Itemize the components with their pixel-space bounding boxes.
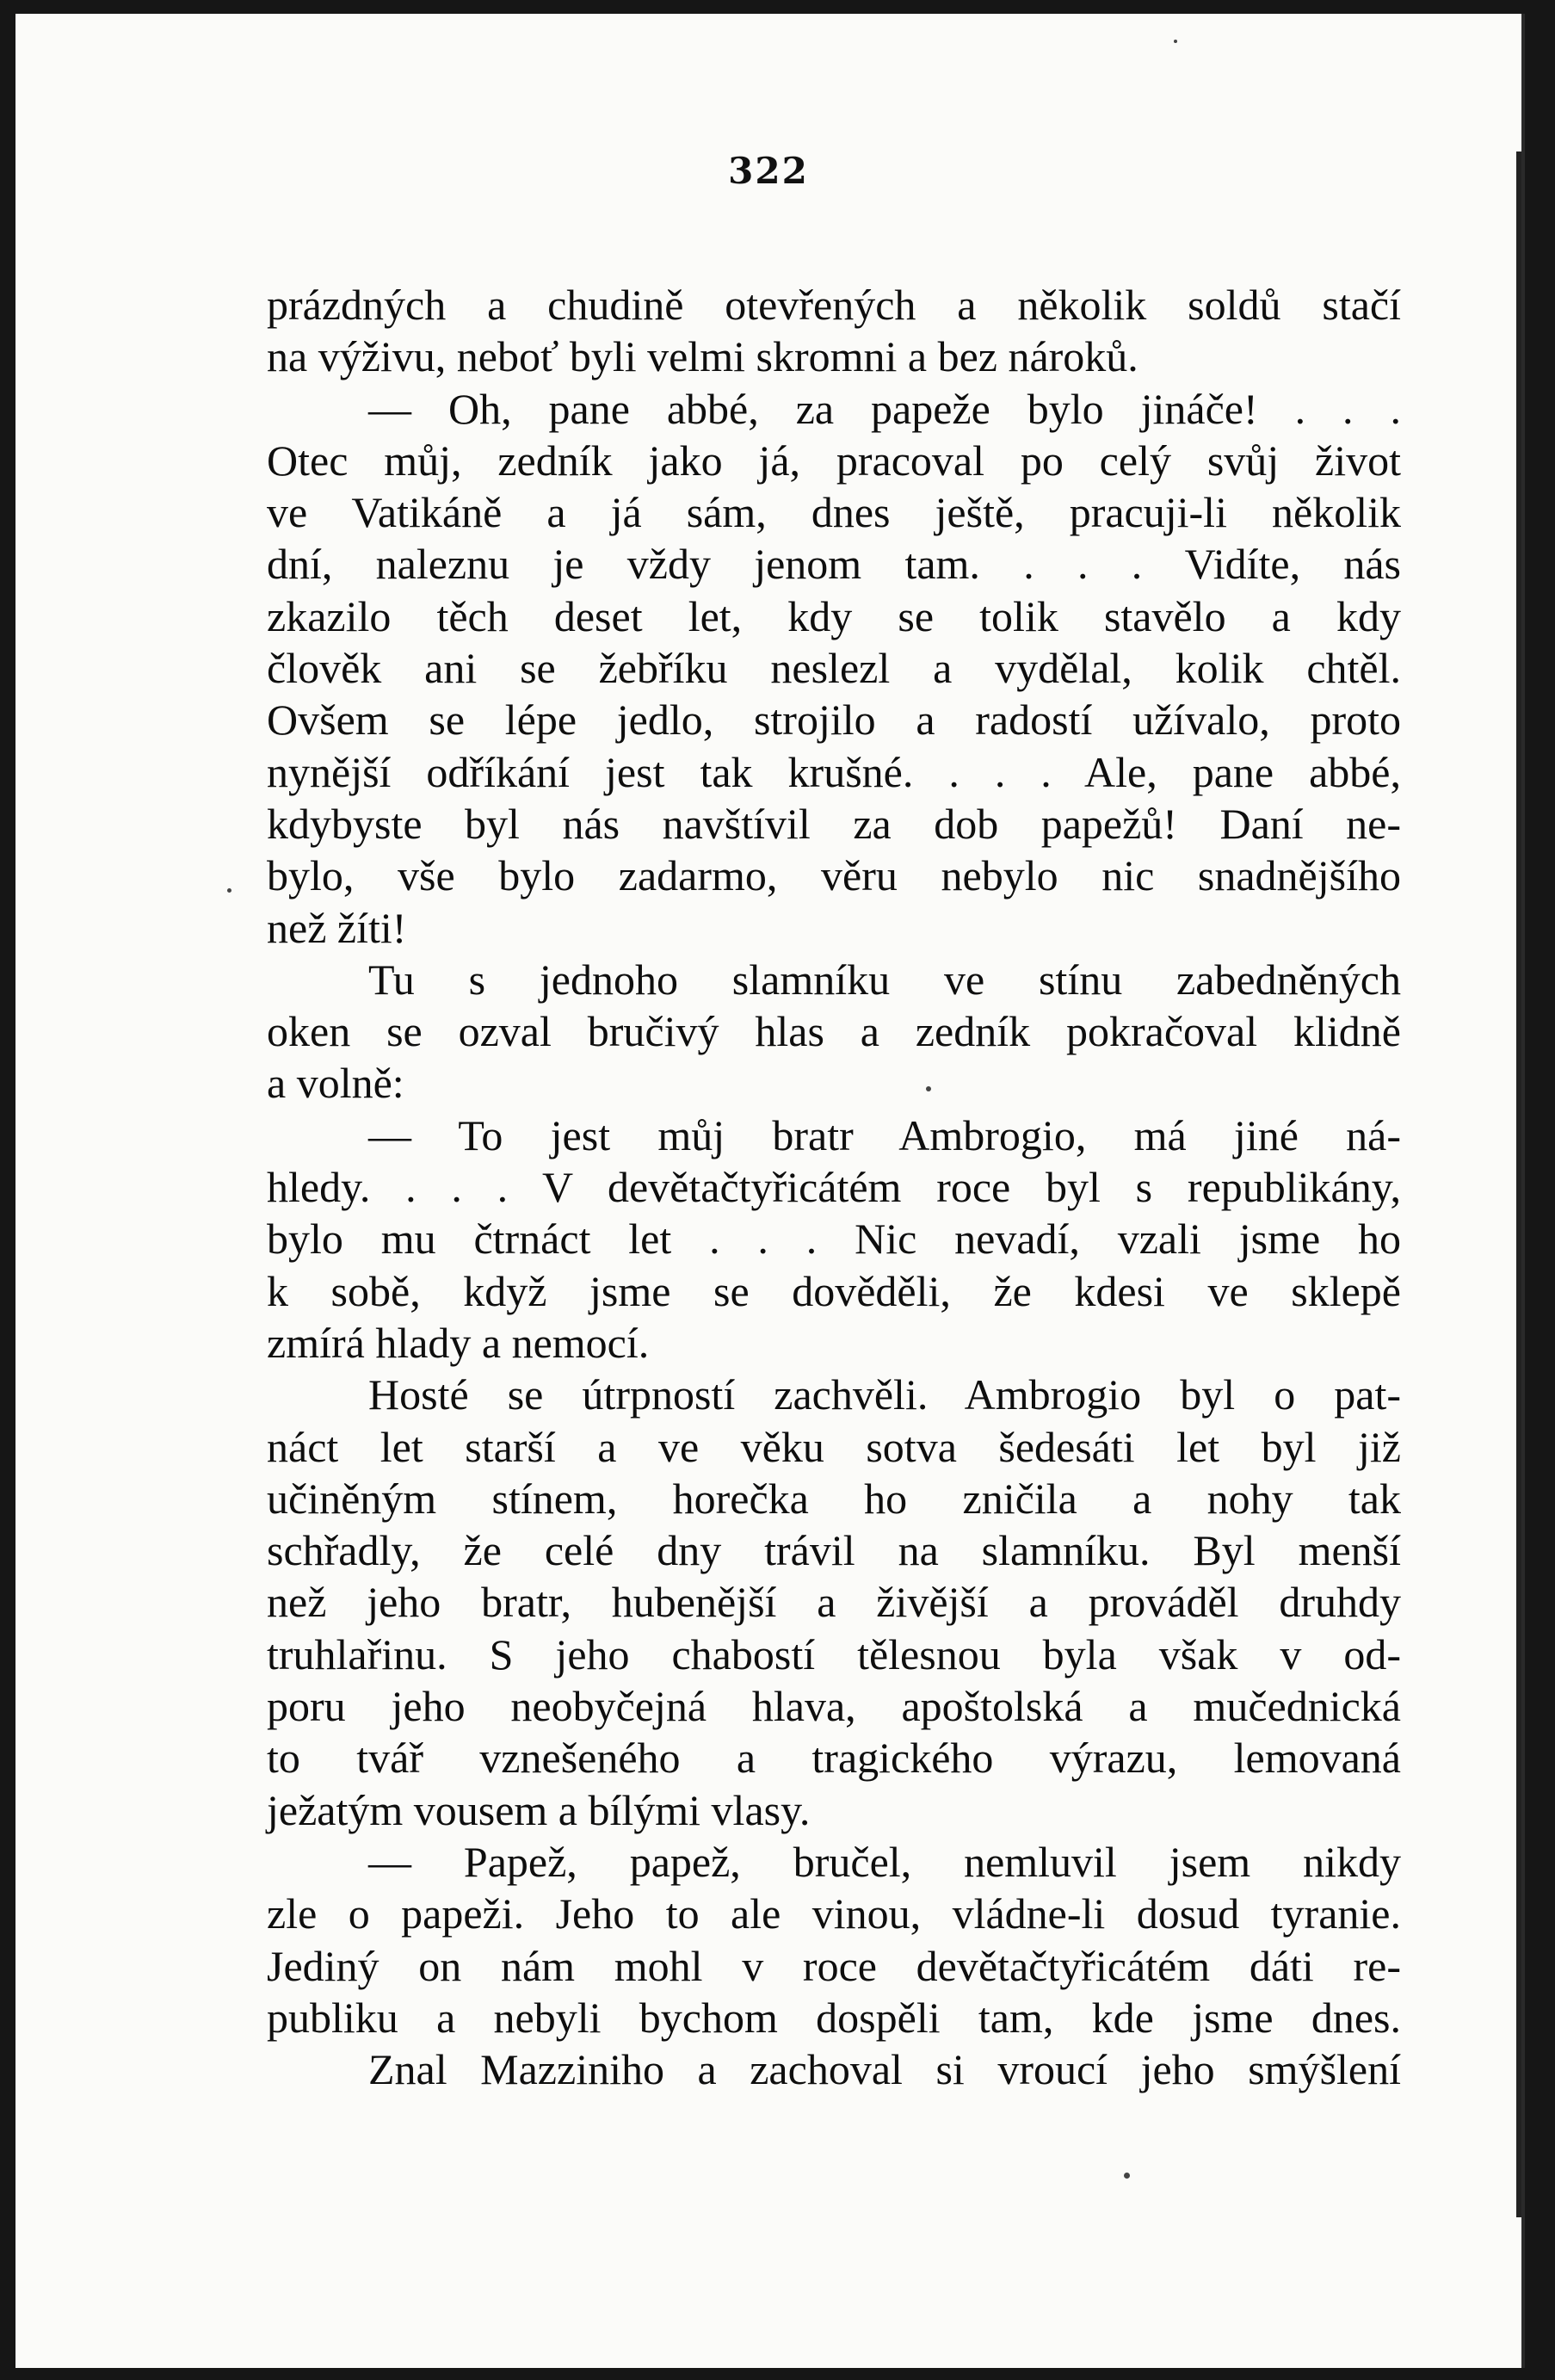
scan-speck: [926, 1086, 931, 1091]
text-line: dní, naleznu je vždy jenom tam. . . . Vidíte, nás: [267, 540, 1401, 589]
text-line: nynější odříkání jest tak krušné. . . . Ale, pane abbé,: [267, 747, 1401, 796]
text-line: poru jeho neobyčejná hlava, apoštolská a mučednická: [267, 1682, 1401, 1731]
text-line: na výživu, neboť byli velmi skromni a bez nároků.: [267, 332, 1138, 381]
text-line: prázdných a chudině otevřených a několik soldů stačí: [267, 281, 1401, 329]
text-line: — To jest můj bratr Ambrogio, má jiné ná-: [368, 1110, 1401, 1159]
text-line: Tu s jednoho slamníku ve stínu zabedněných: [368, 955, 1401, 1004]
scan-speck: [1124, 2173, 1130, 2179]
text-line: publiku a nebyli bychom dospěli tam, kde jsme dnes.: [267, 1993, 1401, 2042]
scan-speck: [1174, 40, 1177, 43]
text-line: náct let starší a ve věku sotva šedesáti let byl již: [267, 1422, 1401, 1471]
text-line: učiněným stínem, horečka ho zničila a nohy tak: [267, 1474, 1401, 1523]
text-line: bylo, vše bylo zadarmo, věru nebylo nic snadnějšího: [267, 851, 1401, 900]
page-number: 322: [728, 150, 809, 192]
text-line: zmírá hlady a nemocí.: [267, 1318, 650, 1367]
text-line: to tvář vznešeného a tragického výrazu, lemovaná: [267, 1734, 1401, 1783]
text-line: Hosté se útrpností zachvěli. Ambrogio byl o pat-: [368, 1370, 1401, 1419]
text-line: kdybyste byl nás navštívil za dob papežů! Daní ne-: [267, 799, 1401, 848]
text-line: truhlařinu. S jeho chabostí tělesnou byla však v od-: [267, 1629, 1401, 1678]
text-line: ve Vatikáně a já sám, dnes ještě, pracuji-li několik: [267, 488, 1401, 537]
text-line: zle o papeži. Jeho to ale vinou, vládne-li dosud tyranie.: [267, 1889, 1401, 1938]
text-line: oken se ozval bručivý hlas a zedník pokračoval klidně: [267, 1007, 1401, 1056]
page-edge-shadow: [1516, 151, 1521, 2217]
text-line: než žíti!: [267, 903, 407, 952]
text-line: Jediný on nám mohl v roce devětačtyřicátém dáti re-: [267, 1941, 1401, 1990]
text-line: Otec můj, zedník jako já, pracoval po celý svůj život: [267, 436, 1401, 485]
text-line: bylo mu čtrnáct let . . . Nic nevadí, vzali jsme ho: [267, 1215, 1401, 1264]
text-line: — Papež, papež, bručel, nemluvil jsem nikdy: [368, 1837, 1401, 1886]
scan-speck: [227, 888, 231, 893]
text-line: člověk ani se žebříku neslezl a vydělal, kolik chtěl.: [267, 644, 1401, 693]
text-line: Znal Mazziniho a zachoval si vroucí jeho smýšlení: [368, 2045, 1401, 2094]
body-text: [267, 279, 1401, 2095]
text-line: ježatým vousem a bílými vlasy.: [267, 1785, 811, 1834]
book-page: [15, 14, 1525, 2368]
text-line: než jeho bratr, hubenější a živější a prováděl druhdy: [267, 1578, 1401, 1627]
text-line: schřadly, že celé dny trávil na slamníku. Byl menší: [267, 1526, 1401, 1575]
text-line: — Oh, pane abbé, za papeže bylo jináče! . . .: [368, 384, 1401, 433]
text-line: hledy. . . . V devětačtyřicátém roce byl s republikány,: [267, 1163, 1401, 1212]
text-line: a volně:: [267, 1059, 404, 1108]
text-line: Ovšem se lépe jedlo, strojilo a radostí užívalo, proto: [267, 695, 1401, 745]
text-line: zkazilo těch deset let, kdy se tolik stavělo a kdy: [267, 591, 1401, 640]
text-line: k sobě, když jsme se dověděli, že kdesi ve sklepě: [267, 1266, 1401, 1315]
